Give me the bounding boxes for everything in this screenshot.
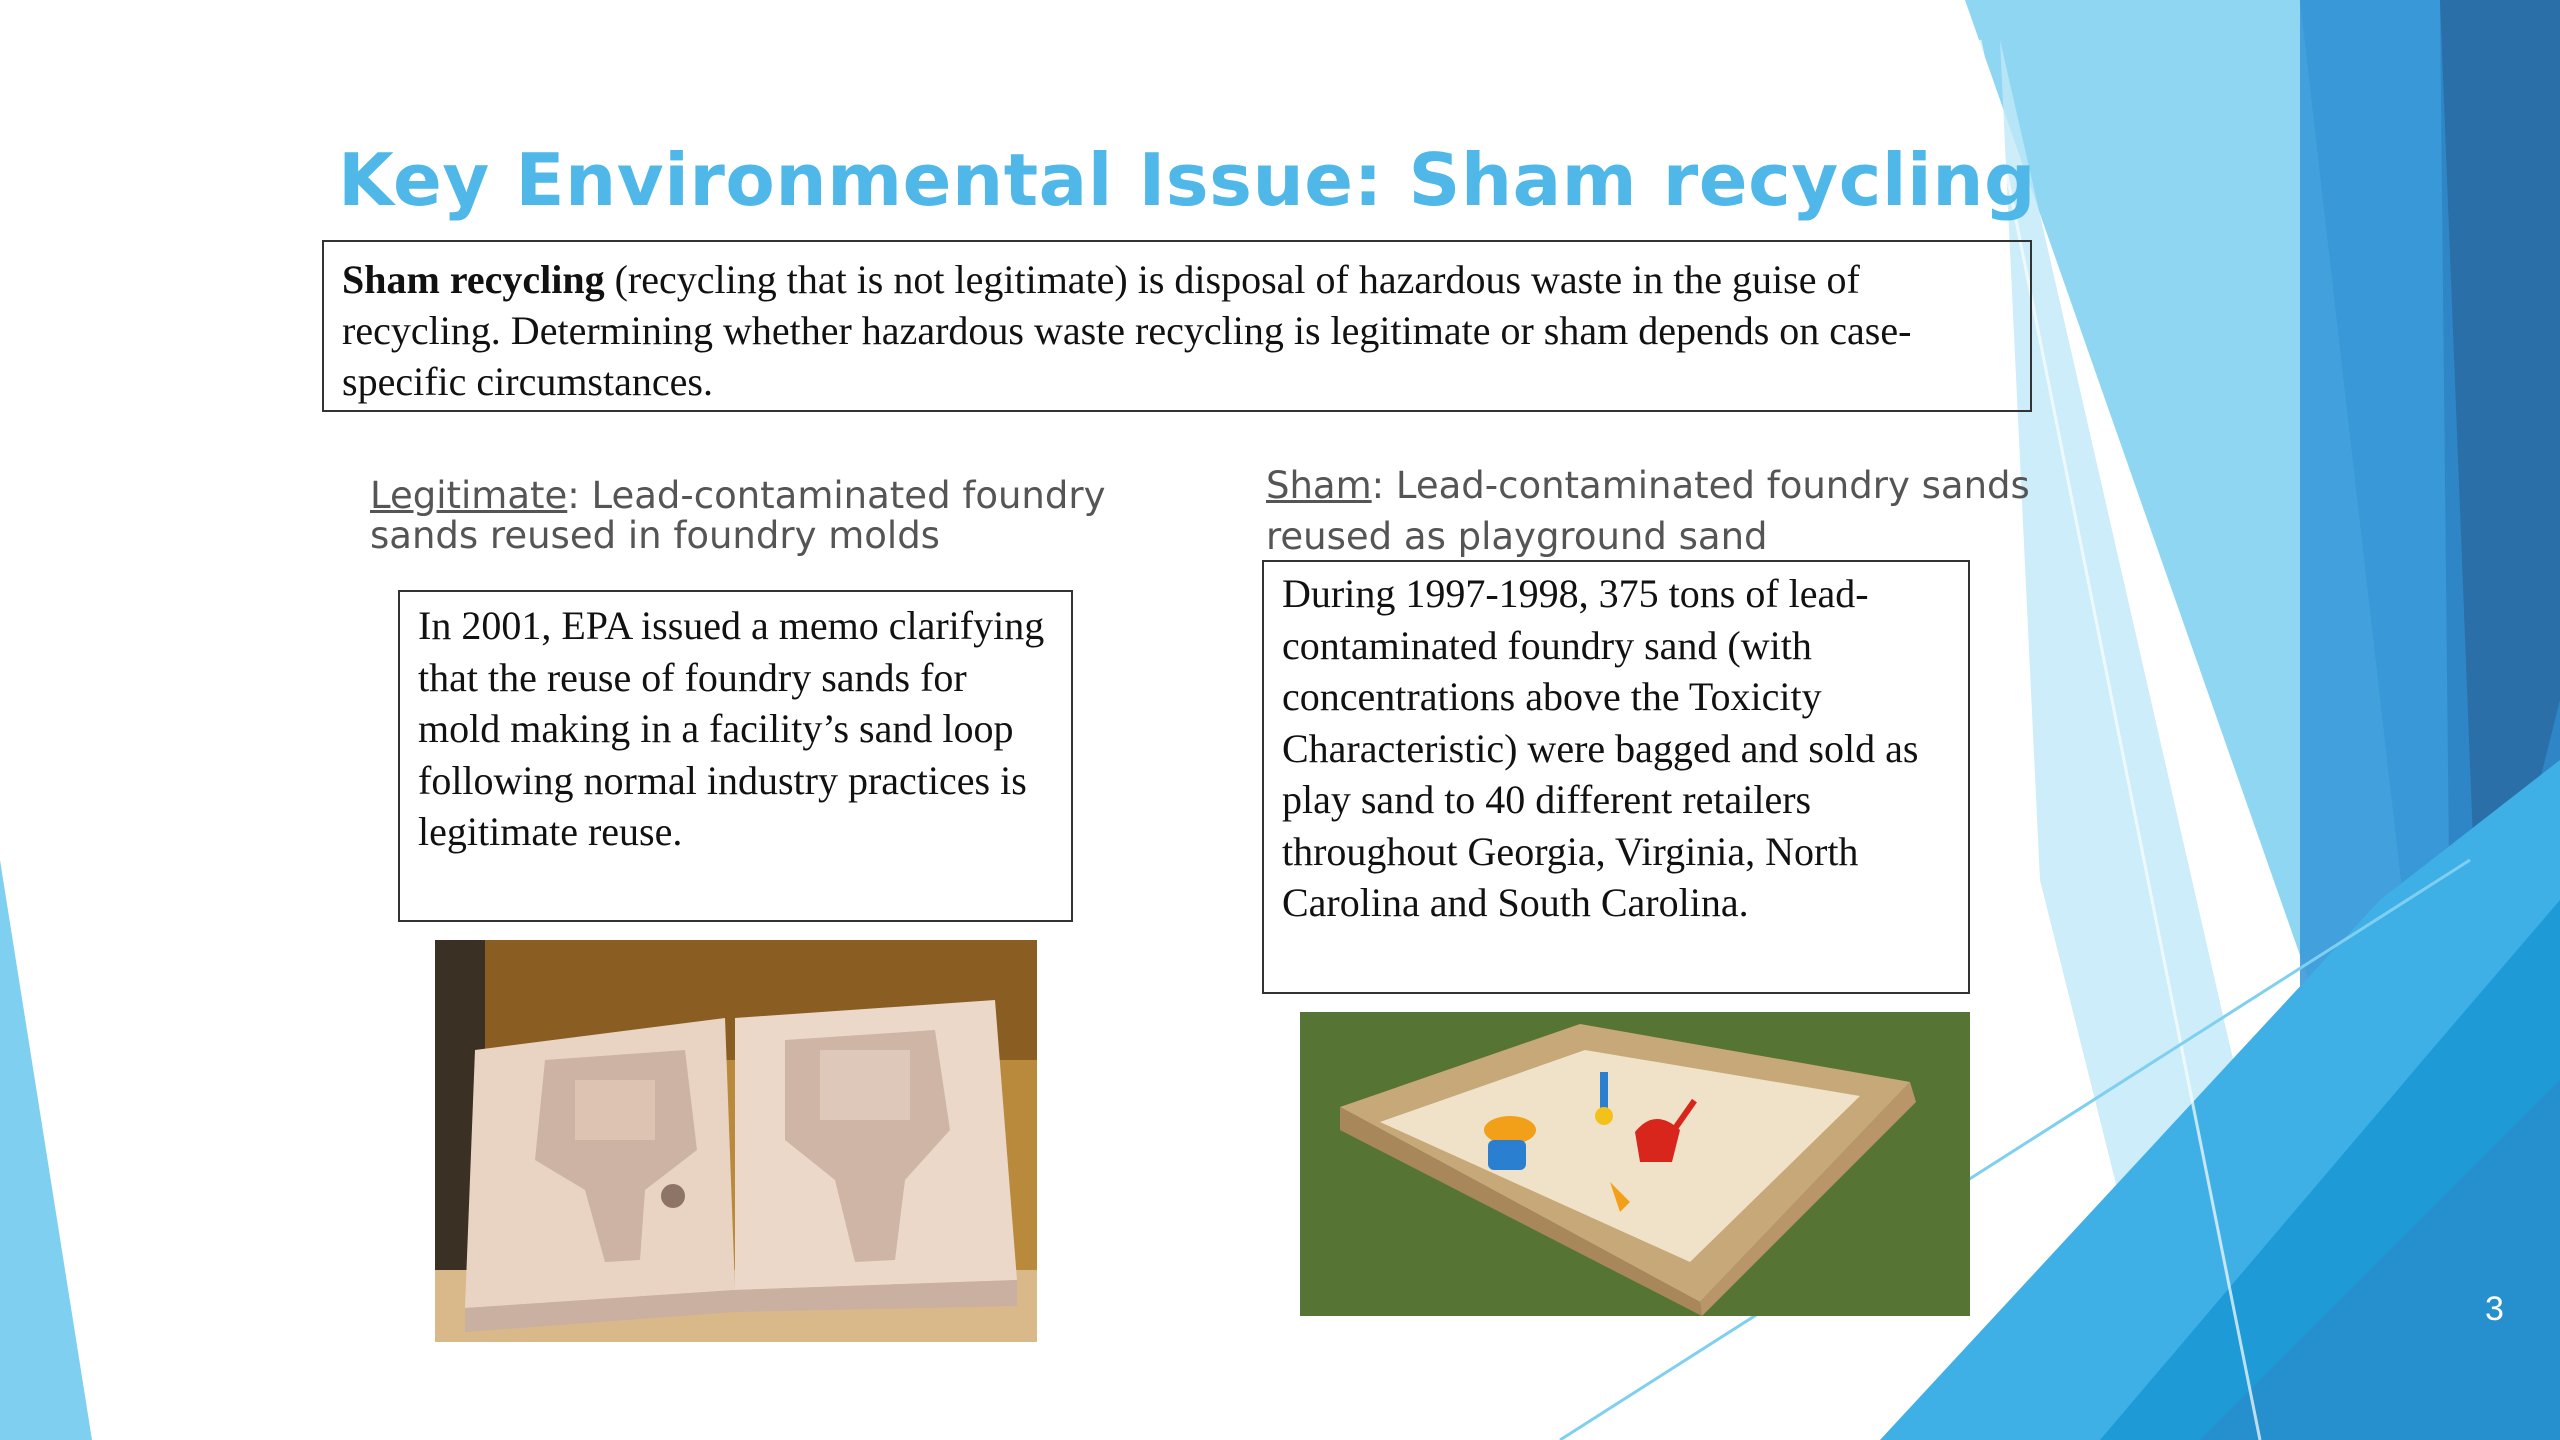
sham-heading (1266, 460, 2086, 562)
sham-heading-text: : Lead-contaminated foundry sands reused as playground sand (1266, 464, 2030, 558)
legitimate-heading (370, 476, 1110, 556)
legitimate-heading-text: : Lead-contaminated foundry sands reused in foundry molds (370, 474, 1106, 557)
legitimate-label: Legitimate (370, 474, 568, 517)
legitimate-textbox: In 2001, EPA issued a memo clarifying that the reuse of foundry sands for mold making in a facility’s sand loop following normal industry practices is legitimate reuse. (398, 590, 1073, 922)
foundry-mold-photo (435, 940, 1037, 1342)
definition-box (322, 240, 2032, 412)
page-number: 3 (2485, 1290, 2504, 1328)
definition-text: (recycling that is not legitimate) is disposal of hazardous waste in the guise of recycling. Determining whether hazardous waste recycling is legitimate or sham depends on case-specific circumstances. (342, 257, 1912, 404)
slide-title: Key Environmental Issue: Sham recycling (338, 138, 2037, 222)
definition-term: Sham recycling (342, 257, 605, 302)
sham-label: Sham (1266, 464, 1372, 507)
sandbox-photo (1300, 1012, 1970, 1316)
sham-textbox: During 1997-1998, 375 tons of lead-contaminated foundry sand (with concentrations above the Toxicity Characteristic) were bagged and sold as play sand to 40 different retailers throughout Georgia, Virginia, North Carolina and South Carolina. (1262, 560, 1970, 994)
